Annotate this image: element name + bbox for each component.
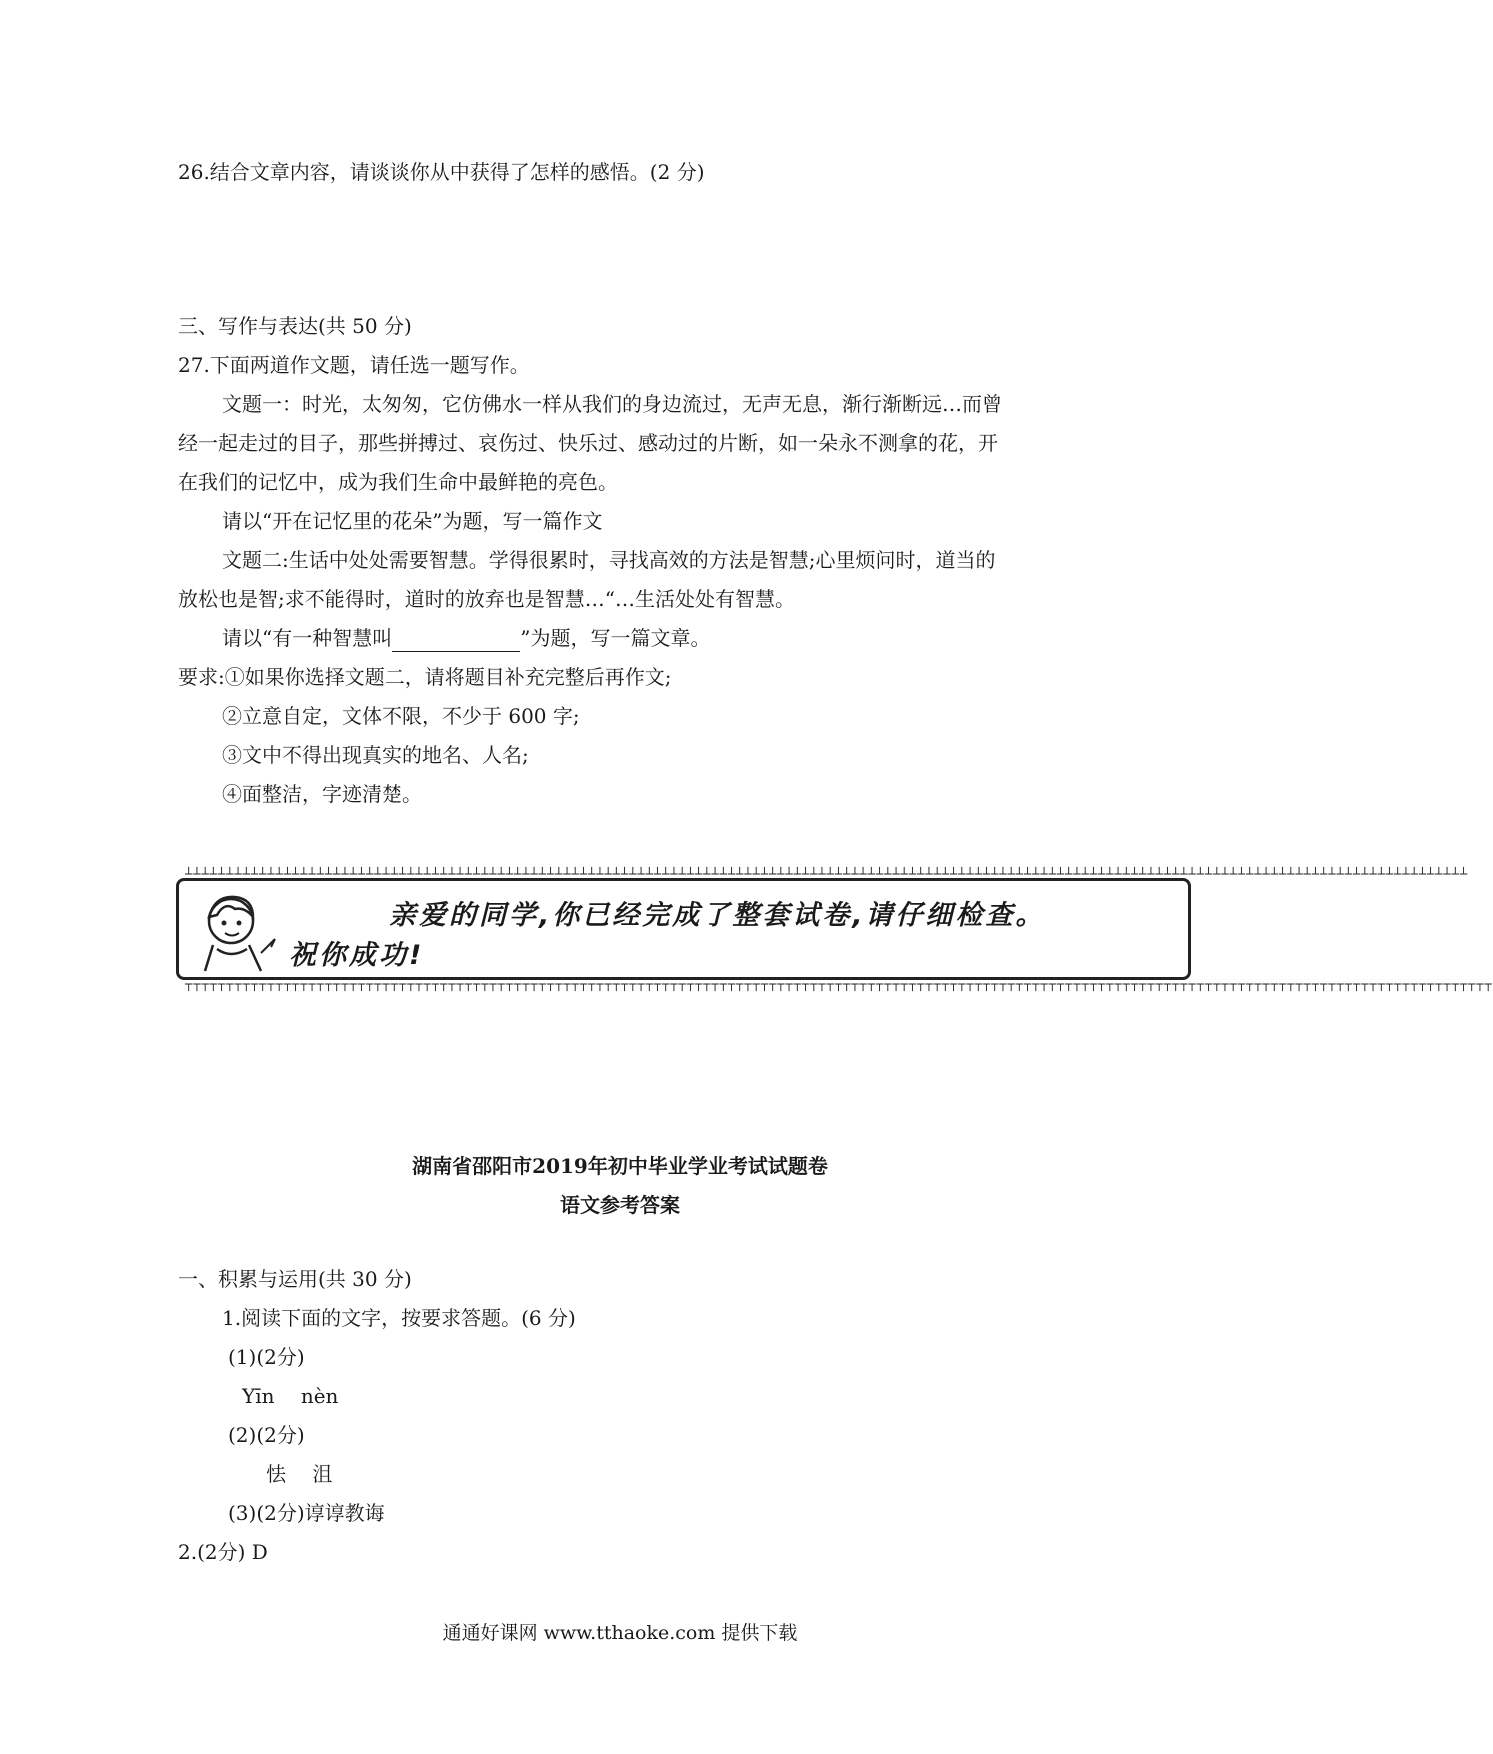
footer-source: 通通好课网 www.tthaoke.com 提供下载 <box>442 1622 798 1644</box>
answer-q1-1: (1)(2分) <box>228 1345 305 1369</box>
answer-q1-2-chars: 怯 沮 <box>266 1462 333 1486</box>
answer-doc-subtitle: 语文参考答案 <box>560 1193 680 1217</box>
student-cartoon-icon <box>191 887 277 973</box>
topic2-line1: 文题二:生话中处处需要智慧。学得很累时，寻找高效的方法是智慧;心里烦问时，道当的 <box>222 548 996 572</box>
answer-doc-title: 湖南省邵阳市2019年初中毕业学业考试试题卷 <box>412 1154 828 1178</box>
question-26: 26.结合文章内容，请谈谈你从中获得了怎样的感悟。(2 分) <box>178 160 705 184</box>
topic2-line2: 放松也是智;求不能得时，道时的放弃也是智慧…“…生活处处有智慧。 <box>178 587 795 611</box>
answer-q1-2: (2)(2分) <box>228 1423 305 1447</box>
answer-section-1: 一、积累与运用(共 30 分) <box>178 1267 412 1291</box>
banner-wish: 祝你成功! <box>289 940 425 971</box>
topic2-prompt-before: 请以“有一种智慧叫 <box>222 626 393 650</box>
topic1-line3: 在我们的记忆中，成为我们生命中最鲜艳的亮色。 <box>178 470 618 494</box>
banner-border-top: ┴┴┴┴┴┴┴┴┴┴┴┴┴┴┴┴┴┴┴┴┴┴┴┴┴┴┴┴┴┴┴┴┴┴┴┴┴┴┴┴┴┴┴┴┴┴┴┴┴┴┴┴┴┴┴┴┴┴┴┴┴┴┴┴┴┴┴┴┴┴┴┴┴┴┴┴┴┴┴┴┴┴┴┴┴┴┴┴┴┴┴┴┴┴┴┴┴┴┴┴┴┴┴┴┴┴┴┴┴┴┴┴┴┴┴┴┴┴┴┴┴┴┴┴┴┴┴┴┴┴┴┴┴┴┴┴┴┴┴┴┴┴┴┴┴┴┴┴┴┴┴┴┴┴┴┴ <box>185 867 1469 881</box>
banner-message: 亲爱的同学,你已经完成了整套试卷,请仔细检查。 <box>389 900 1046 931</box>
title-blank <box>392 631 520 652</box>
topic2-prompt-after: ”为题，写一篇文章。 <box>520 626 711 650</box>
answer-q1-1-pinyin: Yīn nèn <box>242 1384 339 1408</box>
topic1-line1: 文题一：时光，太匆匆，它仿佛水一样从我们的身边流过，无声无息，渐行渐断远…而曾 <box>222 392 1002 416</box>
banner-border-bottom: ┬┬┬┬┬┬┬┬┬┬┬┬┬┬┬┬┬┬┬┬┬┬┬┬┬┬┬┬┬┬┬┬┬┬┬┬┬┬┬┬┬┬┬┬┬┬┬┬┬┬┬┬┬┬┬┬┬┬┬┬┬┬┬┬┬┬┬┬┬┬┬┬┬┬┬┬┬┬┬┬┬┬┬┬┬┬┬┬┬┬┬┬┬┬┬┬┬┬┬┬┬┬┬┬┬┬┬┬┬┬┬┬┬┬┬┬┬┬┬┬┬┬┬┬┬┬┬┬┬┬┬┬┬┬┬┬┬┬┬┬┬┬┬┬┬┬┬┬┬┬┬┬┬┬┬┬┬┬┬ <box>185 977 1493 991</box>
question-27: 27.下面两道作文题，请任选一题写作。 <box>178 353 530 377</box>
encouragement-banner <box>176 867 1493 991</box>
section-3-heading: 三、写作与表达(共 50 分) <box>178 314 412 338</box>
topic1-prompt: 请以“开在记忆里的花朵”为题，写一篇作文 <box>222 509 603 533</box>
answer-q1: 1.阅读下面的文字，按要求答题。(6 分) <box>222 1306 576 1330</box>
answer-q1-3: (3)(2分)谆谆教诲 <box>228 1501 385 1525</box>
requirement-3: ③文中不得出现真实的地名、人名; <box>222 743 529 767</box>
topic1-line2: 经一起走过的目子，那些拼搏过、哀伤过、快乐过、感动过的片断，如一朵永不测拿的花，开 <box>178 431 998 455</box>
requirement-4: ④面整洁，字迹清楚。 <box>222 782 422 806</box>
topic2-prompt <box>222 624 710 652</box>
answer-q2: 2.(2分) D <box>178 1540 268 1564</box>
requirement-2: ②立意自定，文体不限，不少于 600 字; <box>222 704 580 728</box>
requirement-1: 要求:①如果你选择文题二，请将题目补充完整后再作文; <box>178 665 672 689</box>
